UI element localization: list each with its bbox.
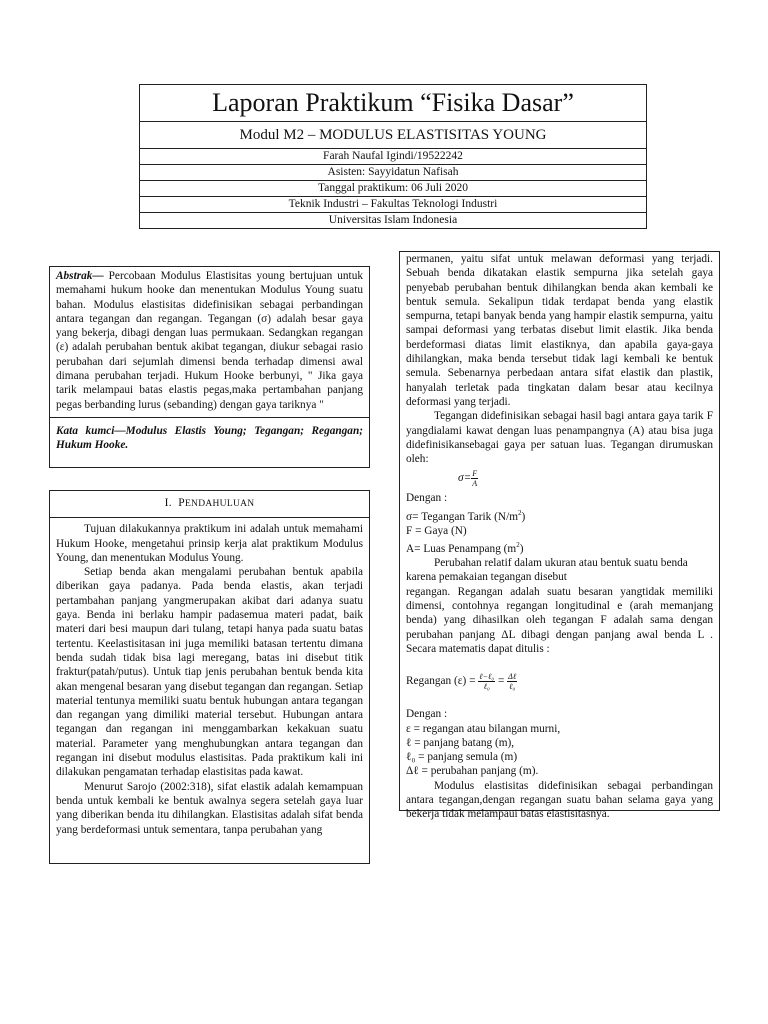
- stress-denominator: A: [472, 479, 478, 489]
- introduction-body: [50, 518, 369, 841]
- report-title: Laporan Praktikum “Fisika Dasar”: [212, 88, 574, 117]
- strain-fraction-2: $\frac{\text{Δℓ}}{\text{ℓ₀}}$: [508, 672, 517, 692]
- right-paragraph-4: regangan. Regangan adalah suatu besaran yangtidak memiliki dimensi, contohnya regangan longitudinal e (arah memanjang benda) yang dihasilkan oleh tegangan F adalah sama dengan perubahan panjang ΔL dibagi dengan panjang awal benda L . Secara matematis dapat ditulis :: [406, 585, 713, 655]
- def-f: F = Gaya (N): [406, 524, 467, 537]
- introduction-box: [49, 490, 370, 864]
- university-line: Universitas Islam Indonesia: [140, 212, 646, 228]
- section-number: I.: [164, 497, 172, 509]
- def-a: A= Luas Penampang $(m^2)$: [406, 541, 524, 555]
- keywords: Kata kumci—Modulus Elastis Young; Tegangan; Regangan; Hukum Hooke.: [50, 417, 369, 453]
- right-column-body: [400, 252, 719, 822]
- right-paragraph-5: Modulus elastisitas didefinisikan sebagai perbandingan antara tegangan,dengan regangan suatu bahan selama gaya yang bekerja tidak melampaui batas elastisitasnya.: [406, 779, 713, 821]
- def-l0: ℓ₀ = panjang semula (m): [406, 751, 518, 764]
- right-column-box: [399, 251, 720, 821]
- intro-paragraph-2: Setiap benda akan mengalami perubahan bentuk apabila diberikan gaya padanya. Pada benda elastis, akan terjadi pertambahan panjang yangmerupakan akibat dari adanya suatu gaya. Benda ini berlaku hampir padasemua materi padat, baik materi dari besi maupun dari tulang, tetapi hanya pada suatu batas tertentu. Keelastisitasan ini juga memiliki batasan tertentu dimana benda sudah tidak bisa lagi meregang, batas ini disebut titik fraktur(patah/putus). Untuk tiap jenis perubahan bentuk benda kita akan mengenal besaran yang disebut tegangan dan regangan. Setiap material tentunya memiliki suatu bentuk hubungan antara tegangan dan regangan yang dimiliki material tersebut. Hubungan antara tegangan dan regangan ini menggambarkan kekakuan suatu material. Parameter yang menghubungkan antara tegangan dan regangan ini disebut modulus elastisitas. Pada praktikum kali ini dilakukan pengamatan terhadap elastisitas pada kawat.: [56, 566, 363, 779]
- section-heading: [50, 491, 369, 518]
- stress-numerator: F: [472, 469, 478, 479]
- dengan-label-2: Dengan :: [406, 708, 448, 721]
- abstract-box: [49, 266, 370, 468]
- assistant-line: Asisten: Sayyidatun Nafisah: [140, 164, 646, 180]
- intro-paragraph-3: Menurut Sarojo (2002:318), sifat elastik adalah kemampuan benda untuk kembali ke bentuk awalnya segera setelah gaya luar yang diberikan benda itu dihilangkan. Elastisitas adalah sifat benda yang berdeformasi untuk sementara, tanpa perubahan yang: [56, 780, 363, 836]
- faculty-line: Teknik Industri – Fakultas Teknologi Industri: [140, 196, 646, 212]
- right-paragraph-3: Perubahan relatif dalam ukuran atau bentuk suatu benda karena pemakaian tegangan disebut: [406, 557, 688, 584]
- date-line: Tanggal praktikum: 06 Juli 2020: [140, 180, 646, 196]
- module-title: Modul M2 – MODULUS ELASTISITAS YOUNG: [140, 121, 646, 148]
- def-l: ℓ = panjang batang (m),: [406, 736, 515, 749]
- strain-fraction-1: $\frac{\text{ℓ−ℓ₀}}{\text{ℓ₀}}$: [479, 672, 495, 692]
- strain-formula: Regangan (ε) = $\frac{\text{ℓ−ℓ₀}}{\text{ℓ₀}}$ = $\frac{\text{Δℓ}}{\text{ℓ₀}}$: [406, 672, 517, 692]
- abstract-body: Percobaan Modulus Elastisitas young bertujuan untuk memahami hukum hooke dan menentukan Modulus Young suatu bahan. Modulus elastisitas didefinisikan sebagai perbandingan antara tegangan dan regangan. Tegangan (σ) adalah besar gaya yang bekerja, dibagi dengan luas permukaan. Sedangkan regangan (ε) adalah perubahan bentuk akibat tegangan, diukur sebagai rasio perubahan dari sejumlah dimensi benda terhadap dimensi awal dimana perubahan terjadi. Hukum Hooke berbunyi, " Jika gaya tarik melampaui batas elastis pegas,maka pertambahan panjang pegas berbanding lurus (sebanding) dengan gaya tariknya ": [56, 270, 363, 411]
- right-paragraph-2: Tegangan didefinisikan sebagai hasil bagi antara gaya tarik F yangdialami kawat dengan luas penampangnya (A) atau bisa juga didefinisikansebagai gaya per satuan luas. Tegangan dirumuskan oleh:: [406, 410, 713, 466]
- intro-paragraph-1: Tujuan dilakukannya praktikum ini adalah untuk memahami Hukum Hooke, mengetahui prinsip kerja alat praktikum Modulus Young, dan menentukan Modulus Young.: [56, 523, 363, 564]
- stress-fraction: [471, 469, 478, 488]
- def-epsilon: ε = regangan atau bilangan murni,: [406, 722, 561, 735]
- stress-formula-lhs: σ=: [458, 472, 472, 485]
- abstract-text: [56, 269, 363, 412]
- abstract-label: Abstrak—: [56, 270, 104, 282]
- author-line: Farah Naufal Igindi/19522242: [140, 148, 646, 164]
- document-header: [139, 84, 647, 229]
- section-title-rest: ENDAHULUAN: [184, 499, 255, 509]
- dengan-label-1: Dengan :: [406, 492, 448, 505]
- right-paragraph-1: permanen, yaitu sifat untuk melawan deformasi yang terjadi. Sebuah benda dikatakan elastik sempurna jika setelah gaya penyebab perubahan bentuk dihilangkan benda akan kembali ke bentuk semula. Sekalipun tidak terdapat benda yang elastik sempurna, tetapi banyak benda yang hampir elastik sempurna, yaitu sampai deformasi yang terbatas disebut limit elastik. Jika benda berdeformasi diatas limit elastiknya, dan apabila gaya-gaya dihilangkan, maka benda tersebut tidak lagi kembali ke bentuk semula. Sebenarnya perbedaan antara sifat elastik dan plastik, hanyalah terletak pada tingkatan dalam besar atau kecilnya deformasi yang terjadi.: [406, 253, 713, 408]
- stress-formula: [458, 469, 713, 488]
- def-sigma: σ= Tegangan Tarik $(N/m^2)$: [406, 508, 526, 523]
- section-title-initial: P: [178, 497, 185, 509]
- strain-formula-lhs: Regangan (ε) =: [406, 675, 476, 688]
- def-delta-l: Δℓ = perubahan panjang (m).: [406, 765, 539, 778]
